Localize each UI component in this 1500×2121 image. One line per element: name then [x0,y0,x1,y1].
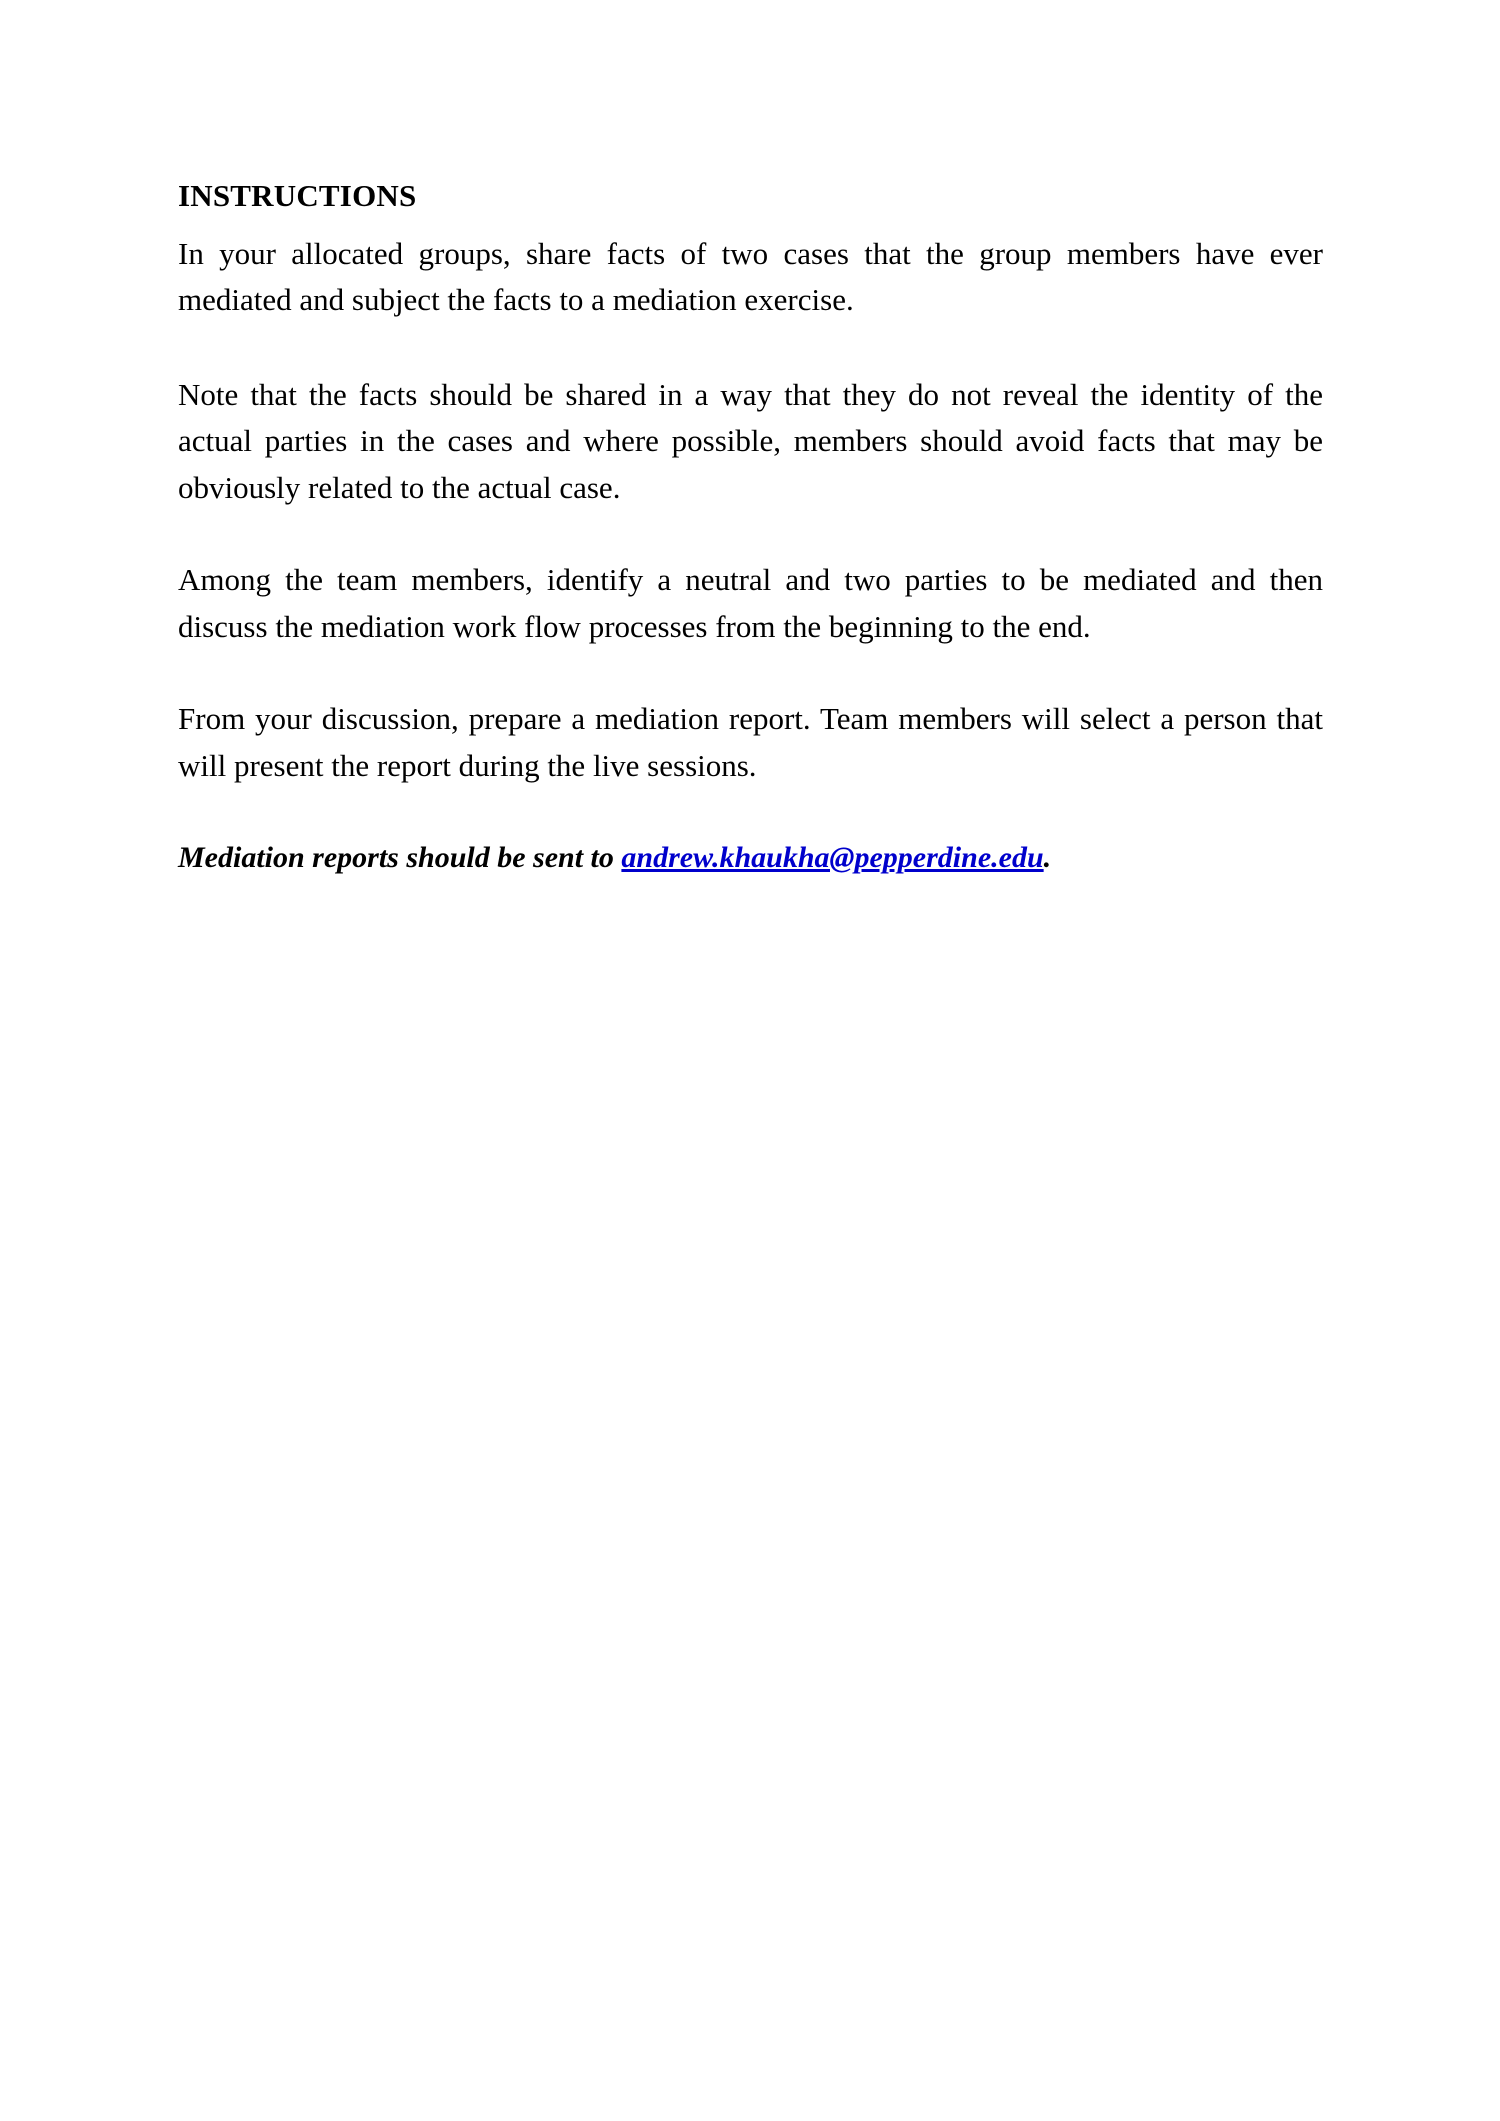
document-body [178,175,1323,880]
paragraph-3: Among the team members, identify a neutral and two parties to be mediated and then discuss the mediation work flow processes from the beginning to the end. [178,562,1323,644]
paragraph-1: In your allocated groups, share facts of two cases that the group members have ever mediated and subject the facts to a mediation exercise. [178,235,1323,318]
closing-statement [178,835,1323,880]
closing-prefix: Mediation reports should be sent to [178,841,622,875]
paragraph-2: Note that the facts should be shared in a way that they do not reveal the identity of the actual parties in the cases and where possible, members should avoid facts that may be obviously related to the actual case. [178,376,1323,505]
closing-suffix: . [1043,841,1052,875]
page-title: INSTRUCTIONS [178,178,417,213]
email-link[interactable]: andrew.khaukha@pepperdine.edu [621,841,1044,875]
paragraph-4: From your discussion, prepare a mediation report. Team members will select a person that will present the report during the live sessions. [178,701,1323,783]
